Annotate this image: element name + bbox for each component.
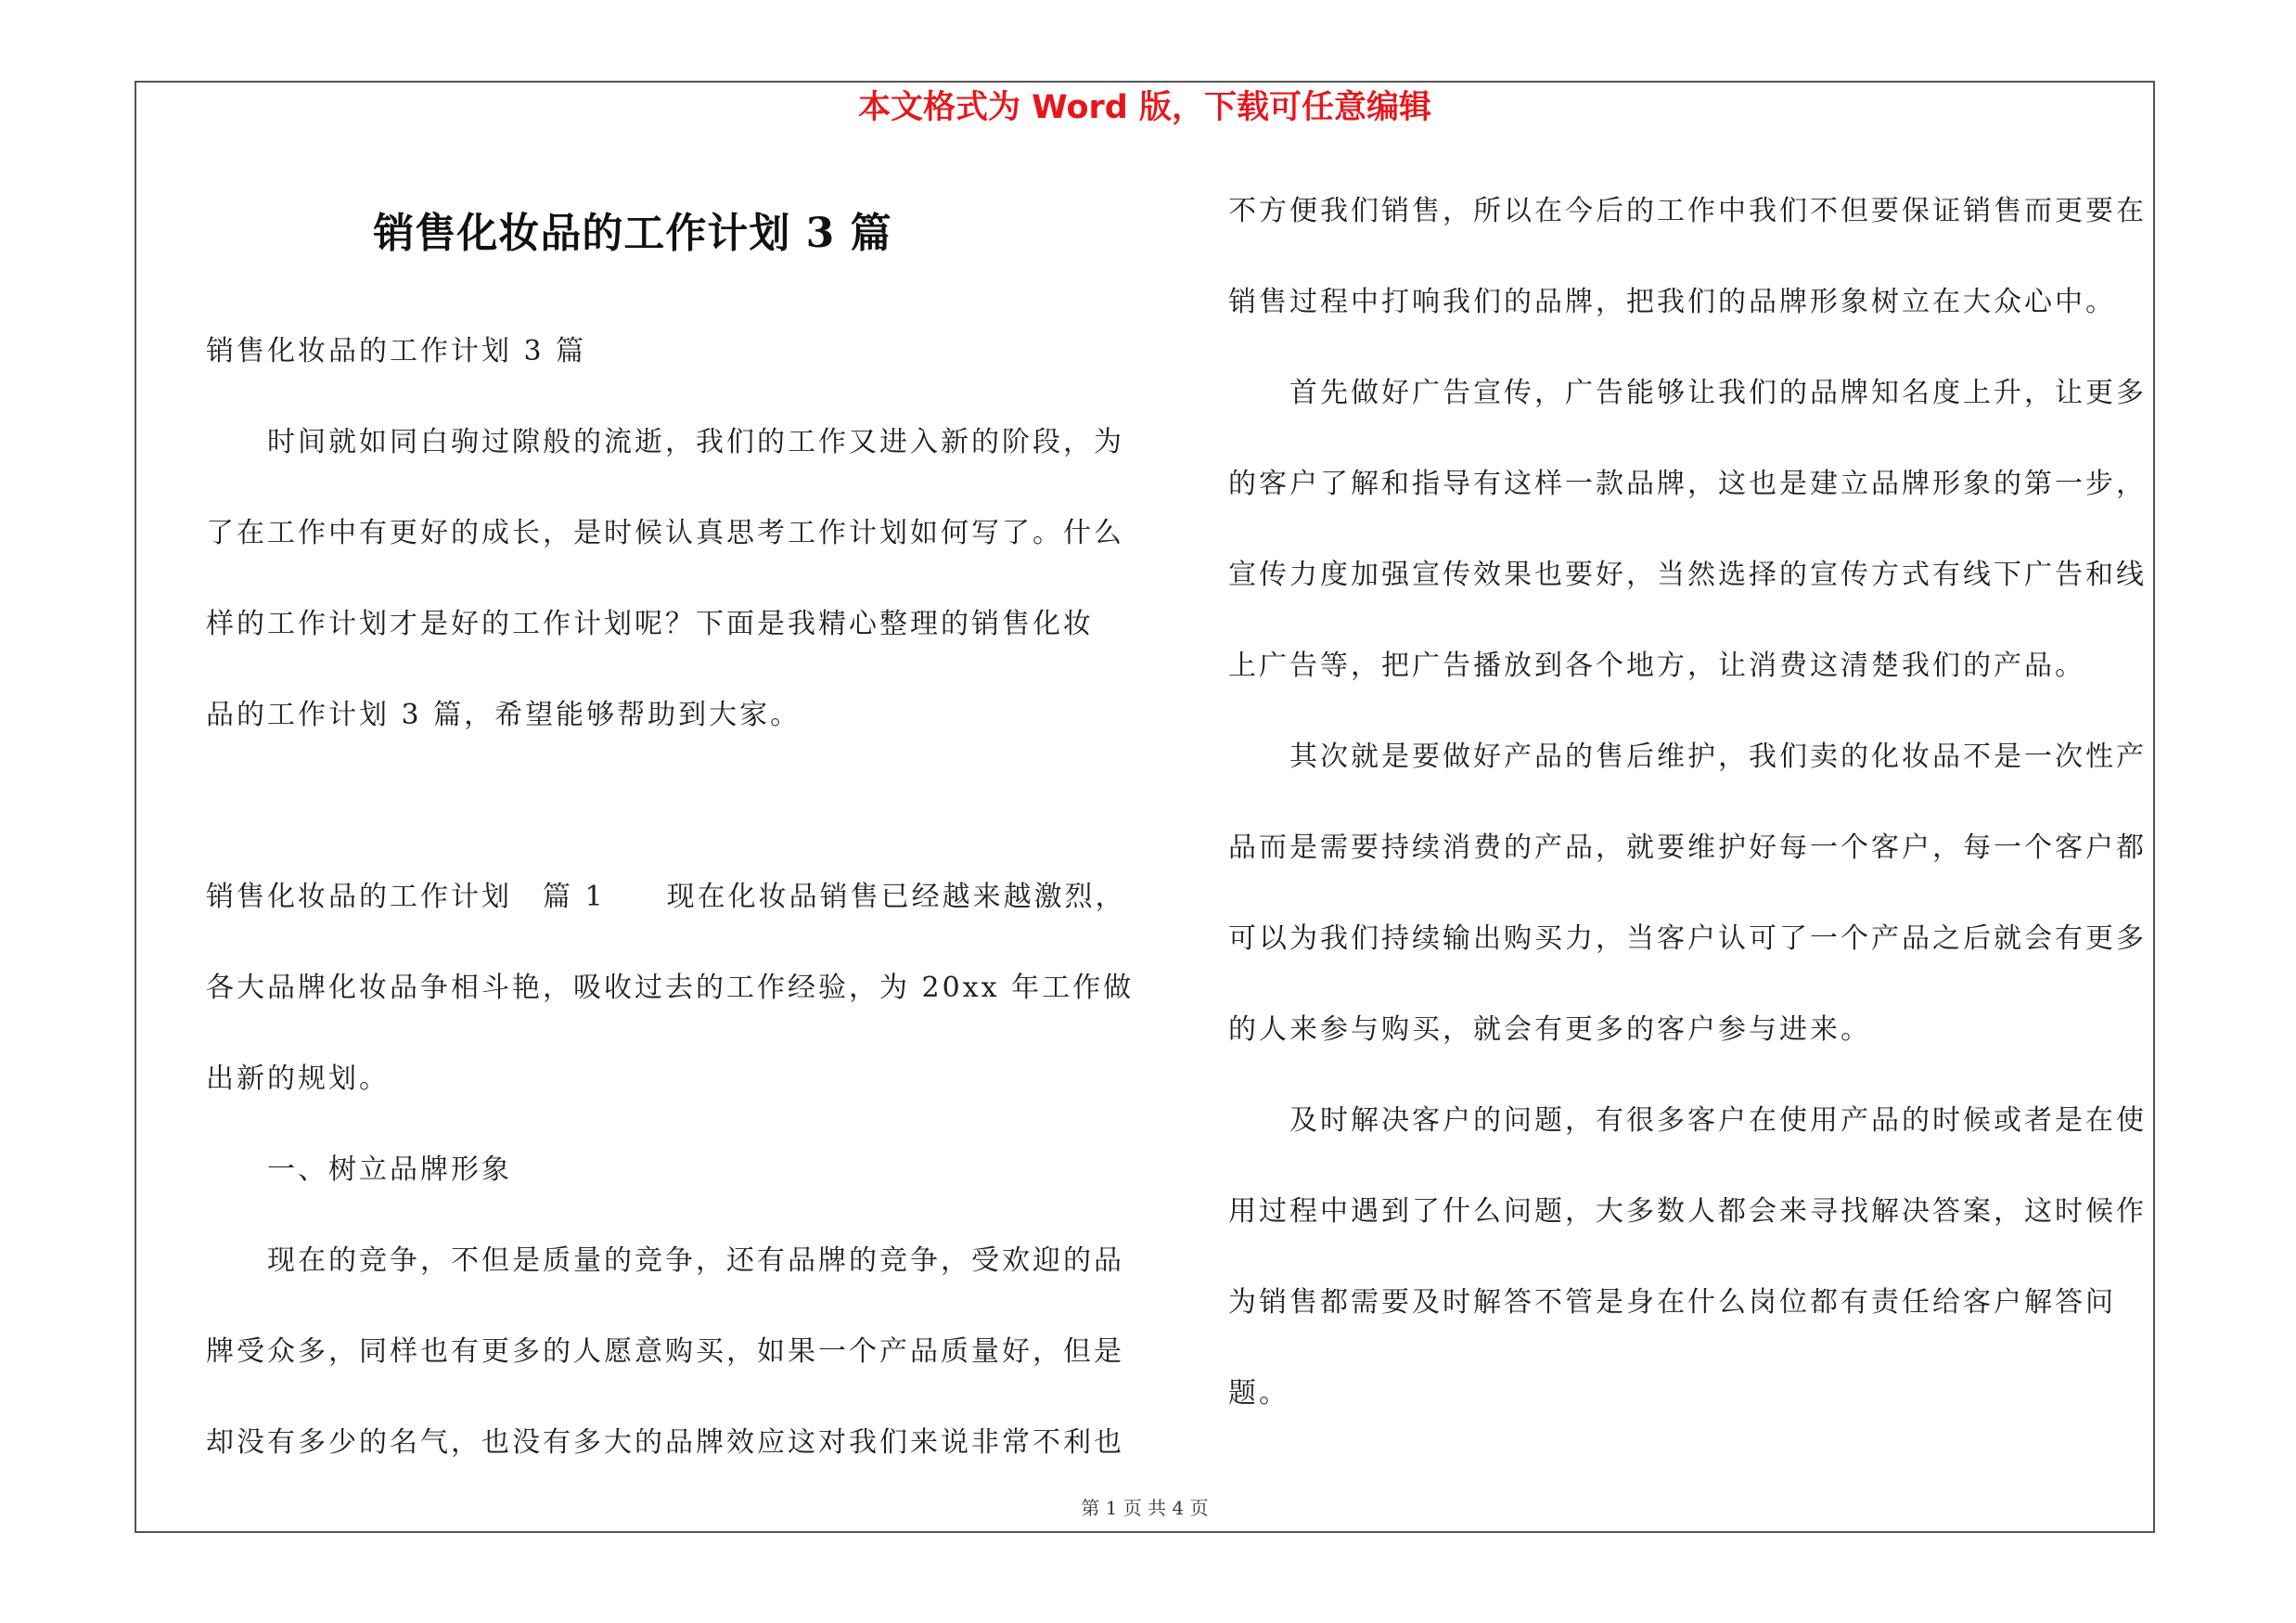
right-line-1: 不方便我们销售，所以在今后的工作中我们不但要保证销售而更要在 — [1228, 195, 2147, 227]
left-line-4: 样的工作计划才是好的工作计划呢？下面是我精心整理的销售化妆 — [206, 608, 1094, 640]
format-banner: 本文格式为 Word 版，下载可任意编辑 — [857, 89, 1432, 126]
right-line-14: 题。 — [1228, 1377, 1289, 1410]
right-line-9: 可以为我们持续输出购买力，当客户认可了一个产品之后就会有更多 — [1228, 922, 2147, 955]
document-title: 销售化妆品的工作计划 3 篇 — [373, 210, 892, 257]
right-line-10: 的人来参与购买，就会有更多的客户参与进来。 — [1228, 1013, 1871, 1046]
right-line-4: 的客户了解和指导有这样一款品牌，这也是建立品牌形象的第一步， — [1228, 468, 2147, 500]
right-line-13: 为销售都需要及时解答不管是身在什么岗位都有责任给客户解答问 — [1228, 1286, 2116, 1319]
left-line-9: 一、树立品牌形象 — [206, 1153, 512, 1186]
left-line-2: 时间就如同白驹过隙般的流逝，我们的工作又进入新的阶段，为 — [206, 426, 1124, 458]
left-line-1: 销售化妆品的工作计划 3 篇 — [206, 335, 587, 367]
right-line-11: 及时解决客户的问题，有很多客户在使用产品的时候或者是在使 — [1228, 1104, 2147, 1137]
left-line-6: 销售化妆品的工作计划 篇 1 现在化妆品销售已经越来越激烈， — [206, 881, 1126, 913]
right-line-12: 用过程中遇到了什么问题，大多数人都会来寻找解决答案，这时候作 — [1228, 1195, 2147, 1228]
right-line-3: 首先做好广告宣传，广告能够让我们的品牌知名度上升，让更多 — [1228, 377, 2147, 409]
right-line-5: 宣传力度加强宣传效果也要好，当然选择的宣传方式有线下广告和线 — [1228, 559, 2147, 591]
left-line-8: 出新的规划。 — [206, 1063, 390, 1095]
left-line-3: 了在工作中有更好的成长，是时候认真思考工作计划如何写了。什么 — [206, 517, 1124, 549]
page-number: 第 1 页 共 4 页 — [1081, 1497, 1209, 1519]
right-line-8: 品而是需要持续消费的产品，就要维护好每一个客户，每一个客户都 — [1228, 831, 2147, 864]
right-line-2: 销售过程中打响我们的品牌，把我们的品牌形象树立在大众心中。 — [1228, 286, 2116, 318]
right-line-6: 上广告等，把广告播放到各个地方，让消费这清楚我们的产品。 — [1228, 650, 2085, 682]
right-line-7: 其次就是要做好产品的售后维护，我们卖的化妆品不是一次性产 — [1228, 741, 2147, 773]
left-line-7: 各大品牌化妆品争相斗艳，吸收过去的工作经验，为 20xx 年工作做 — [206, 972, 1135, 1004]
left-line-12: 却没有多少的名气，也没有多大的品牌效应这对我们来说非常不利也 — [206, 1426, 1124, 1459]
left-line-10: 现在的竞争，不但是质量的竞争，还有品牌的竞争，受欢迎的品 — [206, 1244, 1124, 1277]
left-line-11: 牌受众多，同样也有更多的人愿意购买，如果一个产品质量好，但是 — [206, 1335, 1124, 1368]
left-line-5: 品的工作计划 3 篇，希望能够帮助到大家。 — [206, 699, 802, 731]
